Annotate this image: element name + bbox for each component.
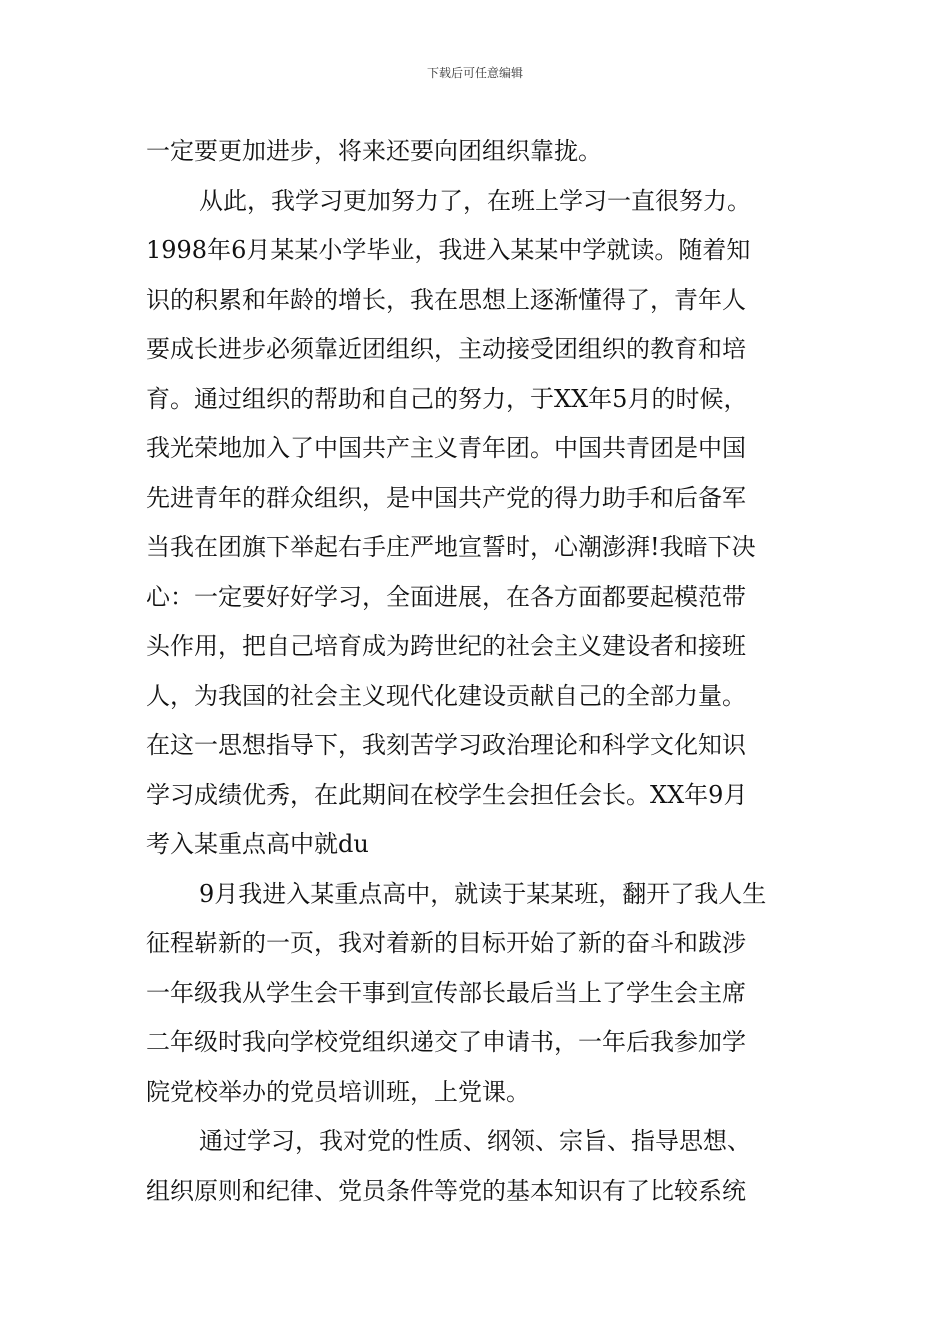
text-line: 要成长进步必须靠近团组织，主动接受团组织的教育和培 xyxy=(146,335,746,363)
text-line: 育。通过组织的帮助和自己的努力，于XX年5月的时候， xyxy=(146,384,748,413)
text-line: 学习成绩优秀，在此期间在校学生会担任会长。XX年9月 xyxy=(146,780,748,809)
text-line: 当我在团旗下举起右手庄严地宣誓时，心潮澎湃!我暗下决 xyxy=(146,533,756,561)
text-line: 院党校举办的党员培训班，上党课。 xyxy=(146,1077,530,1106)
text-line: 考入某重点高中就du xyxy=(146,830,369,858)
document-body xyxy=(146,127,826,1216)
text-line: 通过学习，我对党的性质、纲领、宗旨、指导思想、 xyxy=(199,1127,751,1155)
text-line: 先进青年的群众组织，是中国共产党的得力助手和后备军 xyxy=(146,483,746,512)
text-line: 1998年6月某某小学毕业，我进入某某中学就读。随着知 xyxy=(146,236,751,264)
text-line: 从此，我学习更加努力了，在班上学习一直很努力。 xyxy=(199,186,751,215)
text-line: 一年级我从学生会干事到宣传部长最后当上了学生会主席 xyxy=(146,978,746,1007)
text-line: 识的积累和年龄的增长，我在思想上逐渐懂得了，青年人 xyxy=(146,285,746,314)
text-line: 人，为我国的社会主义现代化建设贡献自己的全部力量。 xyxy=(146,681,746,710)
text-line: 组织原则和纪律、党员条件等党的基本知识有了比较系统 xyxy=(146,1176,746,1205)
page-header-note: 下载后可任意编辑 xyxy=(426,66,523,80)
text-line: 二年级时我向学校党组织递交了申请书，一年后我参加学 xyxy=(146,1028,746,1056)
text-line: 我光荣地加入了中国共产主义青年团。中国共青团是中国 xyxy=(146,434,746,462)
text-line: 一定要更加进步，将来还要向团组织靠拢。 xyxy=(146,137,602,165)
text-line: 9月我进入某重点高中，就读于某某班，翻开了我人生 xyxy=(199,879,767,908)
text-line: 头作用，把自己培育成为跨世纪的社会主义建设者和接班 xyxy=(146,632,746,660)
text-line: 在这一思想指导下，我刻苦学习政治理论和科学文化知识 xyxy=(146,731,746,759)
text-line: 征程崭新的一页，我对着新的目标开始了新的奋斗和跋涉 xyxy=(146,929,746,957)
text-line: 心：一定要好好学习，全面进展，在各方面都要起模范带 xyxy=(146,582,746,611)
